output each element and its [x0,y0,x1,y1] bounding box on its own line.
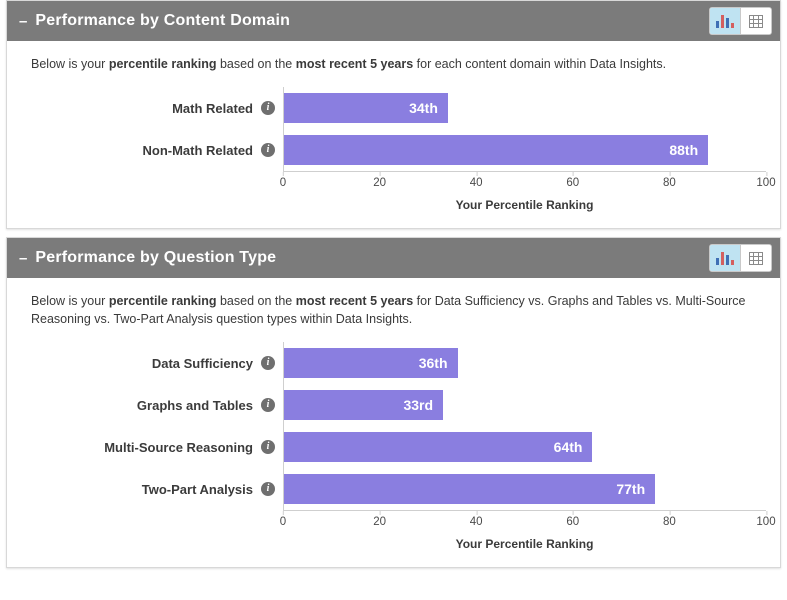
panel-body [7,41,780,228]
bar[interactable] [284,474,655,504]
bar[interactable] [284,135,708,165]
emphasis-text: most recent 5 years [295,57,414,71]
info-icon[interactable]: i [261,356,275,370]
plot-column [279,87,776,222]
x-axis-tick: 80 [663,172,676,189]
x-axis [279,510,776,533]
info-icon[interactable]: i [261,440,275,454]
info-icon[interactable]: i [261,398,275,412]
panel-header [7,238,780,278]
bar[interactable] [284,390,443,420]
plain-text: for each content domain within Data Insights. [413,57,667,71]
chart-view-button[interactable] [710,245,740,271]
view-toggle-group [709,244,772,272]
bar[interactable] [284,348,458,378]
category-labels [21,87,283,222]
table-view-button[interactable] [740,245,771,271]
table-grid-icon [749,252,763,265]
bar-track [284,384,766,426]
bar-chart-icon [716,15,734,28]
x-axis [279,171,776,194]
category-label-row [21,468,283,510]
bar-value-label: 34th [409,100,438,117]
table-grid-icon [749,15,763,28]
plain-text: based on the [216,57,296,71]
plot-column [279,342,776,561]
category-label-row [21,129,283,171]
category-label-text: Non-Math Related [142,142,253,158]
bar-value-label: 36th [418,355,448,372]
bar[interactable] [284,432,592,462]
collapse-toggle-icon[interactable]: – [19,12,28,30]
category-label-text: Multi-Source Reasoning [104,439,253,455]
info-icon[interactable]: i [261,482,275,496]
category-label [21,356,283,371]
bar-value-label: 64th [553,439,583,456]
bar-chart-icon [716,252,734,265]
category-label [21,482,283,497]
plain-text: for Data Sufficiency vs. Graphs and Tables vs. Multi-Source Reasoning vs. Two-Part Analysis question types within Data Insights. [31,294,746,327]
panel-title: Performance by Content Domain [35,12,291,29]
category-label-text: Data Sufficiency [151,355,253,371]
emphasis-text: percentile ranking [108,57,217,71]
category-label-text: Two-Part Analysis [141,481,253,497]
emphasis-text: percentile ranking [108,294,217,309]
info-icon[interactable]: i [261,143,275,157]
panel-description [31,292,756,328]
bar-track [284,426,766,468]
x-axis-tick: 60 [566,172,579,189]
category-label-row [21,384,283,426]
panel-question-type [6,237,781,568]
x-axis-tick: 0 [280,172,286,189]
x-axis-tick: 100 [756,511,775,528]
collapse-toggle-icon[interactable]: – [19,249,28,267]
chart-question-type [21,342,776,561]
bar-track [284,87,766,129]
panel-content-domain [6,0,781,229]
panel-description [31,55,756,73]
bar-track [284,342,766,384]
category-labels [21,342,283,561]
info-icon[interactable]: i [261,101,275,115]
x-axis-title: Your Percentile Ranking [455,198,594,213]
bar-value-label: 77th [616,481,646,498]
category-label [21,398,283,413]
chart-view-button[interactable] [710,8,740,34]
table-view-button[interactable] [740,8,771,34]
x-axis-tick: 40 [470,511,483,528]
view-toggle-group [709,7,772,35]
x-axis-tick: 60 [566,511,579,528]
bar-value-label: 33rd [403,397,434,414]
panel-header [7,1,780,41]
panel-body [7,278,780,567]
chart-content-domain [21,87,776,222]
plot-area [283,87,766,171]
category-label [21,101,283,116]
category-label [21,143,283,158]
category-label-row [21,87,283,129]
category-label [21,440,283,455]
plain-text: Below is your [31,57,109,71]
bar-value-label: 88th [669,142,699,159]
bar-track [284,129,766,171]
emphasis-text: most recent 5 years [295,294,414,309]
x-axis-tick: 0 [280,511,286,528]
category-label-text: Graphs and Tables [136,397,253,413]
plot-area [283,342,766,510]
x-axis-title: Your Percentile Ranking [455,537,594,552]
x-axis-tick: 20 [373,172,386,189]
panel-title: Performance by Question Type [35,249,277,267]
x-axis-tick: 100 [756,172,775,189]
x-axis-tick: 80 [663,511,676,528]
x-axis-tick: 20 [373,511,386,528]
bar-track [284,468,766,510]
bar[interactable] [284,93,448,123]
plain-text: Below is your [31,294,109,309]
x-axis-tick: 40 [470,172,483,189]
category-label-row [21,426,283,468]
category-label-row [21,342,283,384]
category-label-text: Math Related [172,100,253,116]
plain-text: based on the [216,294,296,309]
